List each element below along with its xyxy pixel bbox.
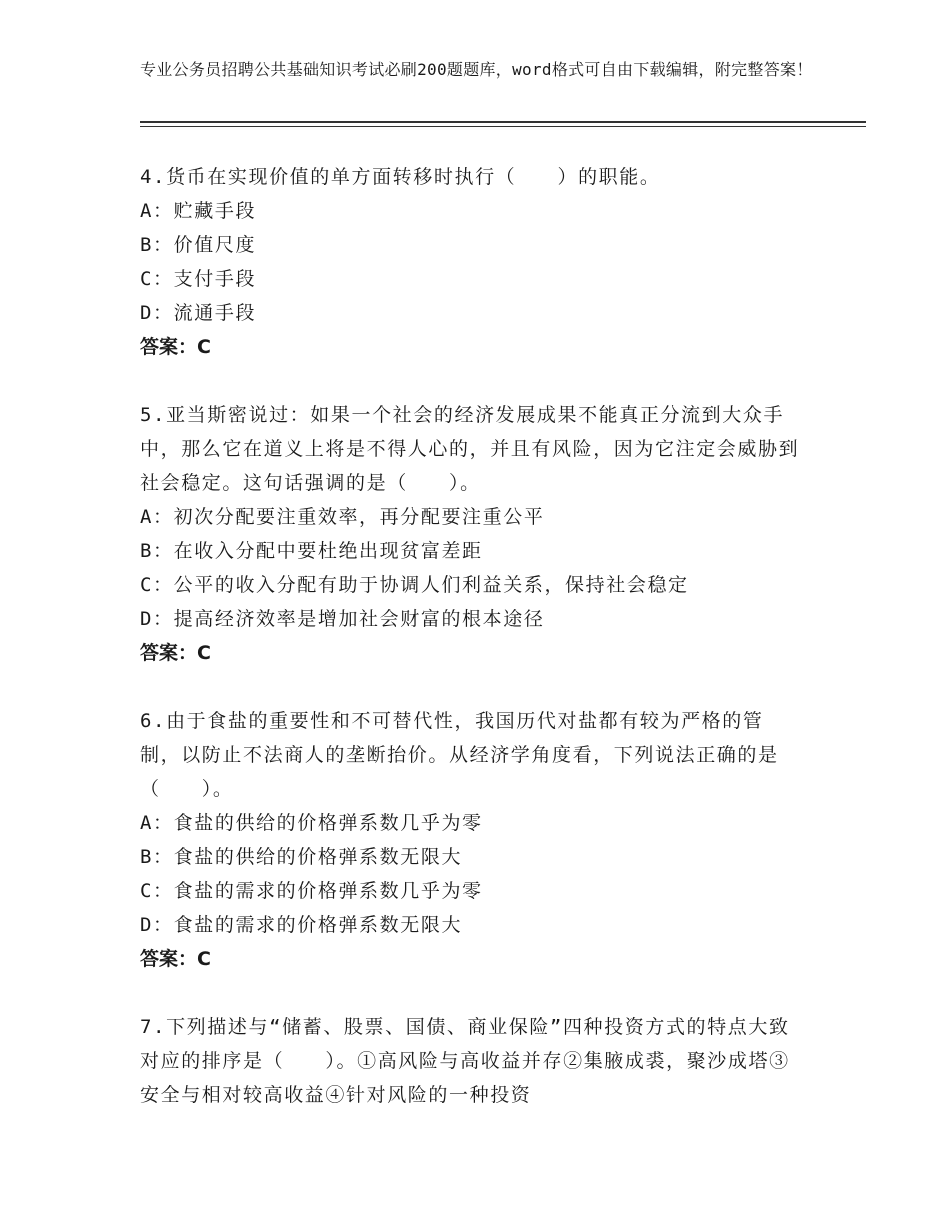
option-b: B：价值尺度	[140, 234, 257, 256]
question-text: 6.由于食盐的重要性和不可替代性，我国历代对盐都有较为严格的管制，以防止不法商人的垄断抬价。从经济学角度看，下列说法正确的是（ ）。	[140, 710, 779, 800]
header-divider	[140, 121, 866, 127]
answer: 答案：C	[140, 948, 211, 970]
answer: 答案：C	[140, 336, 211, 358]
option-a: A：食盐的供给的价格弹系数几乎为零	[140, 812, 483, 834]
question-text: 5.亚当斯密说过：如果一个社会的经济发展成果不能真正分流到大众手中，那么它在道义上将是不得人心的，并且有风险，因为它注定会威胁到社会稳定。这句话强调的是（ ）。	[140, 404, 800, 494]
question-list	[140, 160, 800, 1146]
answer: 答案：C	[140, 642, 211, 664]
question-text: 4.货币在实现价值的单方面转移时执行（ ）的职能。	[140, 166, 661, 188]
question-text: 7.下列描述与“储蓄、股票、国债、商业保险”四种投资方式的特点大致对应的排序是（ ）。①高风险与高收益并存②集腋成裘，聚沙成塔③安全与相对较高收益④针对风险的一种投资	[140, 1016, 790, 1106]
option-b: B：在收入分配中要杜绝出现贫富差距	[140, 540, 483, 562]
option-d: D：流通手段	[140, 302, 257, 324]
option-a: A：初次分配要注重效率，再分配要注重公平	[140, 506, 545, 528]
question-7	[140, 1010, 800, 1112]
option-c: C：支付手段	[140, 268, 257, 290]
option-c: C：公平的收入分配有助于协调人们利益关系，保持社会稳定	[140, 574, 689, 596]
document-header	[140, 58, 820, 81]
question-4	[140, 160, 800, 364]
option-b: B：食盐的供给的价格弹系数无限大	[140, 846, 463, 868]
option-c: C：食盐的需求的价格弹系数几乎为零	[140, 880, 483, 902]
header-text: 专业公务员招聘公共基础知识考试必刷200题题库，word格式可自由下载编辑，附完整答案！	[140, 60, 813, 79]
question-5	[140, 398, 800, 670]
question-6	[140, 704, 800, 976]
option-a: A：贮藏手段	[140, 200, 257, 222]
option-d: D：食盐的需求的价格弹系数无限大	[140, 914, 463, 936]
option-d: D：提高经济效率是增加社会财富的根本途径	[140, 608, 545, 630]
